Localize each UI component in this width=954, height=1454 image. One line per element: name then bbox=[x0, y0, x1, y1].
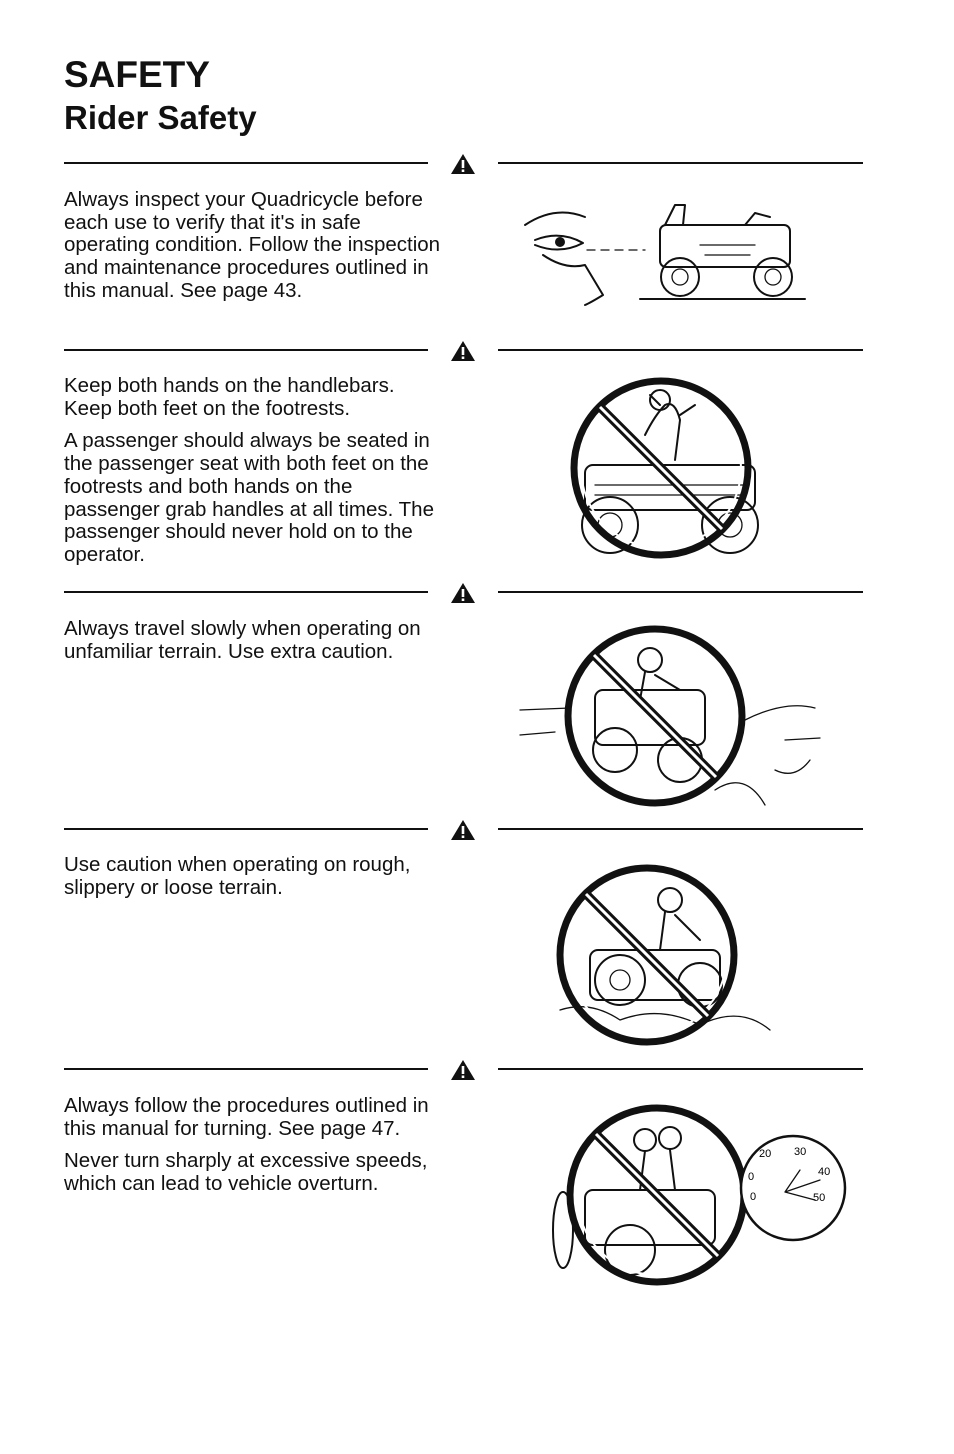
section-3-text bbox=[64, 618, 442, 673]
section-divider-right bbox=[498, 828, 863, 830]
section-5-paragraph-2: Never turn sharply at excessive speeds, which can lead to vehicle overturn. bbox=[64, 1149, 428, 1196]
section-divider-left bbox=[64, 828, 428, 830]
prohibition-sign-icon bbox=[574, 381, 748, 555]
warning-triangle-icon bbox=[450, 582, 476, 604]
warning-triangle-icon bbox=[450, 1059, 476, 1081]
speedometer-label: 0 bbox=[750, 1191, 757, 1203]
section-divider-right bbox=[498, 162, 863, 164]
section-divider-right bbox=[498, 1068, 863, 1070]
warning-triangle-icon bbox=[450, 819, 476, 841]
section-divider-left bbox=[64, 349, 428, 351]
section-2-paragraph-2: A passenger should always be seated in the passenger seat with both feet on the footrests and both hands on the passenger grab handles at all times. The passenger should never hold on to the operator. bbox=[64, 429, 434, 566]
section-divider-right bbox=[498, 591, 863, 593]
section-divider-left bbox=[64, 591, 428, 593]
section-3-paragraph-1: Always travel slowly when operating on unfamiliar terrain. Use extra caution. bbox=[64, 617, 421, 663]
unfamiliar-terrain-illustration bbox=[515, 620, 825, 820]
speedometer-label: 20 bbox=[759, 1148, 772, 1160]
speedometer-label: 30 bbox=[794, 1146, 807, 1158]
speedometer-label: 0 bbox=[748, 1171, 755, 1183]
prohibition-sign-icon bbox=[560, 868, 734, 1042]
section-divider-left bbox=[64, 1068, 428, 1070]
speedometer-label: 50 bbox=[813, 1192, 826, 1204]
sharp-turn-illustration bbox=[545, 1100, 855, 1300]
section-2-paragraph-1: Keep both hands on the handlebars. Keep both feet on the footrests. bbox=[64, 374, 395, 420]
section-1-paragraph-1: Always inspect your Quadricycle before each use to verify that it's in safe operating condition. Follow the inspection and maintenance procedures outlined in this manual. See page 43. bbox=[64, 188, 441, 302]
section-divider-right bbox=[498, 349, 863, 351]
section-divider-left bbox=[64, 162, 428, 164]
page-title: SAFETY bbox=[64, 54, 210, 95]
speedometer-icon bbox=[741, 1136, 845, 1240]
section-4-text bbox=[64, 854, 442, 909]
rough-terrain-illustration bbox=[550, 860, 780, 1050]
warning-triangle-icon bbox=[450, 340, 476, 362]
warning-triangle-icon bbox=[450, 153, 476, 175]
section-1-text bbox=[64, 189, 442, 313]
speedometer-label: 40 bbox=[818, 1166, 831, 1178]
prohibition-sign-icon bbox=[570, 1108, 744, 1282]
section-5-text bbox=[64, 1095, 442, 1206]
section-2-text bbox=[64, 375, 442, 577]
section-4-paragraph-1: Use caution when operating on rough, slippery or loose terrain. bbox=[64, 853, 411, 899]
section-5-paragraph-1: Always follow the procedures outlined in this manual for turning. See page 47. bbox=[64, 1094, 429, 1140]
inspect-vehicle-illustration bbox=[515, 195, 815, 320]
hands-off-handlebars-illustration bbox=[555, 375, 775, 570]
page-subtitle: Rider Safety bbox=[64, 99, 257, 136]
